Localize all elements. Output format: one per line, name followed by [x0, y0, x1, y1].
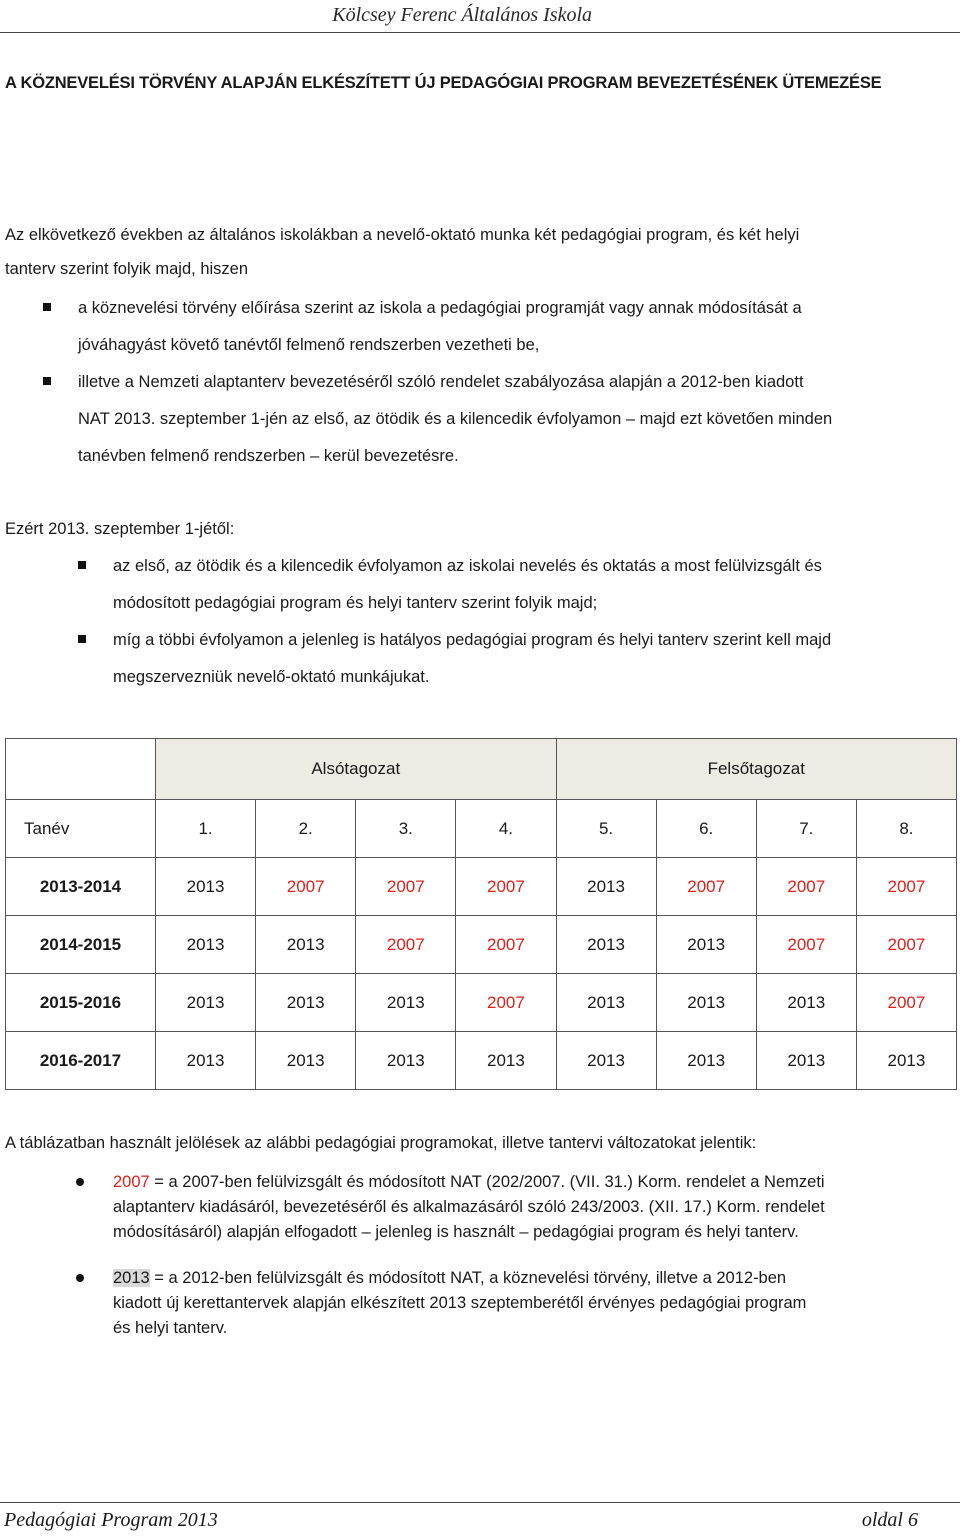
consequences-list [0, 548, 960, 696]
row-year-cell: 2013-2014 [6, 858, 156, 916]
footer-divider [0, 1502, 960, 1503]
row-year-cell: 2015-2016 [6, 974, 156, 1032]
footer-document-name: Pedagógiai Program 2013 [4, 1509, 218, 1531]
legend-item [0, 1266, 960, 1341]
program-version-cell: 2013 [656, 974, 756, 1032]
legend-key-2013: 2013 [113, 1269, 150, 1287]
row-year-cell: 2016-2017 [6, 1032, 156, 1090]
program-version-cell: 2013 [656, 1032, 756, 1090]
list-item-line: jóváhagyást követő tanévtől felmenő rendszerben vezetheti be, [78, 336, 540, 354]
square-bullet-icon [43, 303, 51, 311]
program-version-cell: 2013 [756, 974, 856, 1032]
square-bullet-icon [78, 635, 86, 643]
footer-page-number: oldal 6 [861, 1509, 918, 1531]
program-version-cell: 2013 [256, 1032, 356, 1090]
program-version-cell: 2013 [556, 916, 656, 974]
legend-item-line: módosításáról) alapján elfogadott – jelenleg is használt – pedagógiai program és helyi tanterv. [113, 1223, 799, 1241]
bullet-dot-icon [76, 1274, 84, 1282]
grade-header: 1. [156, 800, 256, 858]
legend-item-line: 2007 = a 2007-ben felülvizsgált és módosított NAT (202/2007. (VII. 31.) Korm. rendelet a Nemzeti [113, 1173, 825, 1191]
grade-header: 5. [556, 800, 656, 858]
grade-header: 7. [756, 800, 856, 858]
list-item-line: NAT 2013. szeptember 1-jén az első, az ötödik és a kilencedik évfolyamon – majd ezt követően minden [78, 410, 833, 428]
grade-header: 8. [856, 800, 956, 858]
program-version-cell: 2013 [856, 1032, 956, 1090]
list-item-line: megszervezniük nevelő-oktató munkájukat. [113, 668, 430, 686]
list-item-line: míg a többi évfolyamon a jelenleg is hatályos pedagógiai program és helyi tanterv szerint kell majd [113, 631, 832, 649]
table-grade-header-row [6, 800, 957, 858]
page-title: A KÖZNEVELÉSI TÖRVÉNY ALAPJÁN ELKÉSZÍTETT ÚJ PEDAGÓGIAI PROGRAM BEVEZETÉSÉNEK ÜTEMEZÉSE [5, 74, 882, 92]
program-version-cell: 2013 [156, 974, 256, 1032]
grade-header: 6. [656, 800, 756, 858]
program-version-cell: 2013 [656, 916, 756, 974]
therefore-line: Ezért 2013. szeptember 1-jétől: [5, 520, 235, 538]
square-bullet-icon [78, 561, 86, 569]
program-version-cell: 2013 [356, 1032, 456, 1090]
group-header-upper: Felsőtagozat [556, 739, 957, 800]
bullet-dot-icon [76, 1178, 84, 1186]
program-version-cell: 2007 [456, 916, 556, 974]
legend-item-line: és helyi tanterv. [113, 1319, 228, 1337]
grade-header: 4. [456, 800, 556, 858]
reasons-list [0, 290, 960, 475]
table-row [6, 858, 957, 916]
square-bullet-icon [43, 377, 51, 385]
grade-header: 3. [356, 800, 456, 858]
intro-line: Az elkövetkező években az általános iskolákban a nevelő-oktató munka két pedagógiai program, és két helyi [5, 226, 800, 244]
program-version-cell: 2007 [856, 858, 956, 916]
program-version-cell: 2013 [556, 858, 656, 916]
table-body [6, 858, 957, 1090]
program-version-cell: 2013 [556, 974, 656, 1032]
legend-item-line: 2013 = a 2012-ben felülvizsgált és módosított NAT, a köznevelési törvény, illetve a 2012-ben [113, 1269, 787, 1287]
program-version-cell: 2013 [256, 974, 356, 1032]
program-version-cell: 2007 [356, 916, 456, 974]
program-version-cell: 2007 [356, 858, 456, 916]
intro-paragraph [5, 218, 799, 286]
legend-intro: A táblázatban használt jelölések az alábbi pedagógiai programokat, illetve tantervi változatokat jelentik: [5, 1134, 757, 1152]
program-version-cell: 2013 [156, 858, 256, 916]
program-version-cell: 2013 [156, 916, 256, 974]
program-version-cell: 2007 [256, 858, 356, 916]
program-version-cell: 2013 [556, 1032, 656, 1090]
program-version-cell: 2013 [456, 1032, 556, 1090]
legend-key-2007: 2007 [113, 1173, 150, 1191]
table-group-header-row [6, 739, 957, 800]
list-item [0, 548, 960, 622]
list-item-line: a köznevelési törvény előírása szerint az iskola a pedagógiai programját vagy annak módosítását a [78, 299, 802, 317]
group-header-lower: Alsótagozat [156, 739, 557, 800]
legend-list [0, 1170, 960, 1341]
column-header-year: Tanév [6, 800, 156, 858]
list-item-line: tanévben felmenő rendszerben – kerül bevezetésre. [78, 447, 459, 465]
legend-item [0, 1170, 960, 1245]
table-row [6, 1032, 957, 1090]
program-version-cell: 2013 [356, 974, 456, 1032]
list-item [0, 622, 960, 696]
grade-header: 2. [256, 800, 356, 858]
program-version-cell: 2007 [756, 858, 856, 916]
list-item-line: az első, az ötödik és a kilencedik évfolyamon az iskolai nevelés és oktatás a most felülvizsgált és [113, 557, 822, 575]
program-version-cell: 2007 [656, 858, 756, 916]
program-version-cell: 2013 [156, 1032, 256, 1090]
program-version-cell: 2007 [456, 974, 556, 1032]
legend-item-line: alaptanterv kiadásáról, bevezetéséről és alkalmazásáról szóló 243/2003. (XII. 17.) Korm. rendelet [113, 1198, 825, 1216]
program-version-cell: 2007 [856, 916, 956, 974]
schedule-table [5, 738, 957, 1090]
header-school-name: Kölcsey Ferenc Általános Iskola [332, 4, 592, 26]
program-version-cell: 2007 [756, 916, 856, 974]
list-item-line: illetve a Nemzeti alaptanterv bevezetéséről szóló rendelet szabályozása alapján a 2012-ben kiadott [78, 373, 804, 391]
table-row [6, 974, 957, 1032]
table-row [6, 916, 957, 974]
program-version-cell: 2013 [756, 1032, 856, 1090]
intro-line: tanterv szerint folyik majd, hiszen [5, 260, 249, 278]
list-item [0, 364, 960, 475]
list-item [0, 290, 960, 364]
program-version-cell: 2013 [256, 916, 356, 974]
table-corner-cell [6, 739, 156, 800]
program-version-cell: 2007 [456, 858, 556, 916]
legend-item-line: kiadott új kerettantervek alapján elkészített 2013 szeptemberétől érvényes pedagógiai program [113, 1294, 807, 1312]
list-item-line: módosított pedagógiai program és helyi tanterv szerint folyik majd; [113, 594, 598, 612]
header-divider [0, 32, 960, 33]
program-version-cell: 2007 [856, 974, 956, 1032]
row-year-cell: 2014-2015 [6, 916, 156, 974]
